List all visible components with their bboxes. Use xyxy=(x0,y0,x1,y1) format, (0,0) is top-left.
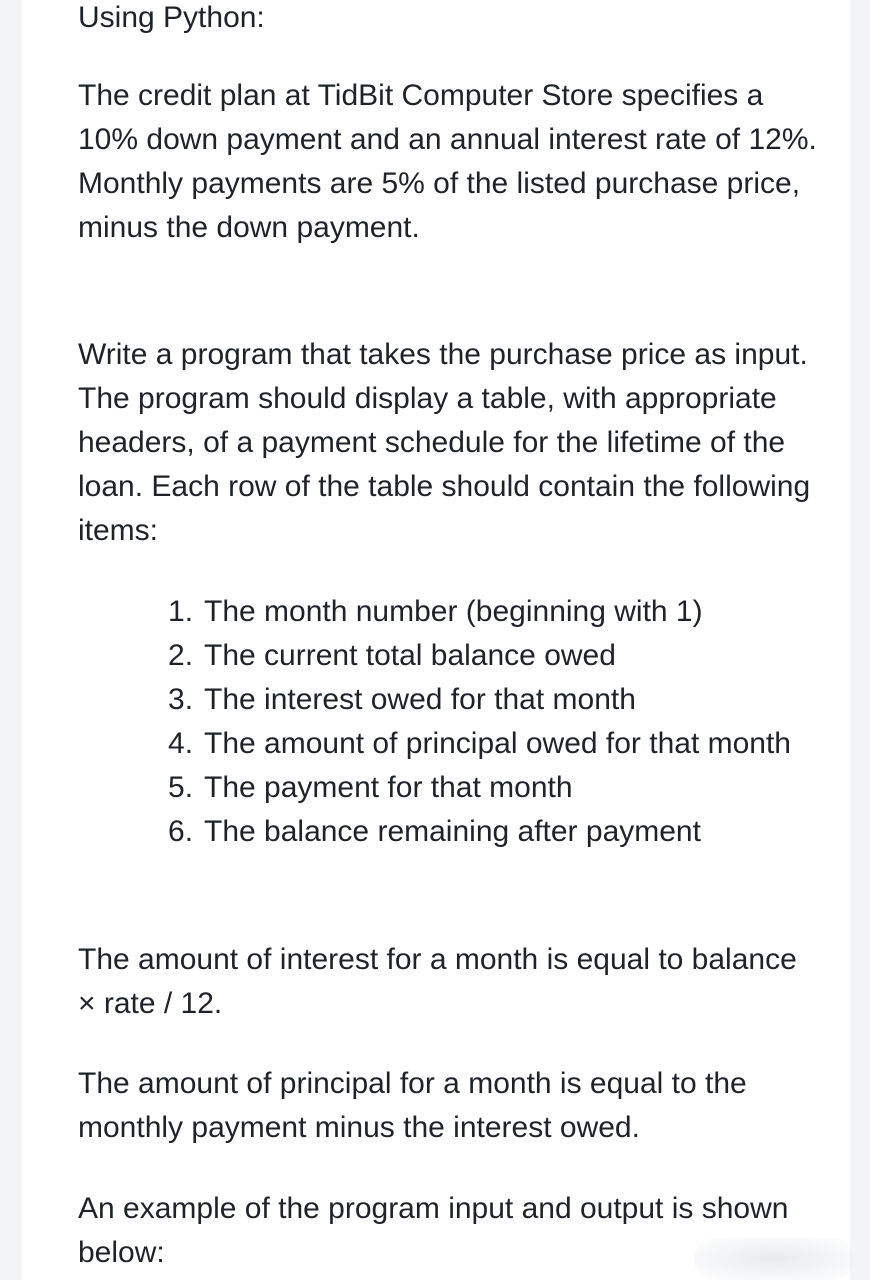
list-item: The amount of principal owed for that month xyxy=(204,727,791,760)
list-item: The current total balance owed xyxy=(204,639,616,672)
paragraph-program-description: Write a program that takes the purchase price as input. The program should display a table, with appropriate headers, of a payment schedule for the lifetime of the loan. Each row of the table should contain the following items: xyxy=(78,338,811,547)
list-item: The month number (beginning with 1) xyxy=(204,595,703,628)
paragraph-principal-formula: The amount of principal for a month is equal to the monthly payment minus the interest owed. xyxy=(78,1067,747,1144)
paragraph-credit-plan: The credit plan at TidBit Computer Store specifies a 10% down payment and an annual interest rate of 12%. Monthly payments are 5% of the listed purchase price, minus the down payment. xyxy=(78,79,817,244)
list-item: The interest owed for that month xyxy=(204,683,636,716)
page-heading: Using Python: xyxy=(78,1,265,34)
list-item: The balance remaining after payment xyxy=(204,815,701,848)
paragraph-interest-formula: The amount of interest for a month is equal to balance × rate / 12. xyxy=(78,943,797,1020)
watermark-smudge xyxy=(694,1238,854,1280)
list-item: The payment for that month xyxy=(204,771,573,804)
table-items-list xyxy=(78,590,818,854)
document-page xyxy=(22,0,850,1280)
document-content xyxy=(78,0,818,1269)
paragraph-example-intro: An example of the program input and output is shown below: xyxy=(78,1192,789,1269)
